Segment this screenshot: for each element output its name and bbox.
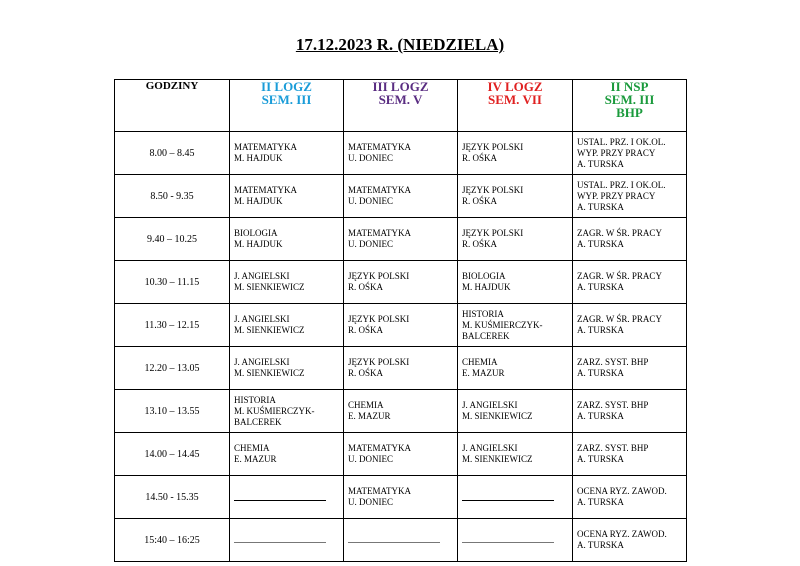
subject-name: JĘZYK POLSKI (462, 228, 524, 238)
teacher-name: A. TURSKA (577, 201, 624, 212)
time-slot: 11.30 – 12.15 (115, 304, 230, 347)
time-slot: 10.30 – 11.15 (115, 261, 230, 304)
teacher-name: M. SIENKIEWICZ (462, 411, 533, 421)
teacher-name: M. SIENKIEWICZ (462, 454, 533, 464)
subject-name: JĘZYK POLSKI (462, 185, 524, 195)
group-header-line: BHP (616, 105, 643, 120)
lesson-cell (230, 519, 344, 562)
group-header-line: SEM. VII (488, 92, 542, 107)
subject-name: JĘZYK POLSKI (348, 271, 410, 281)
subject-name: ZAGR. W ŚR. PRACY (577, 271, 662, 281)
lesson-cell (458, 175, 573, 218)
subject-name: ZARZ. SYST. BHP (577, 357, 649, 367)
lesson-cell (458, 433, 573, 476)
lesson-cell (344, 304, 458, 347)
group-header-line: II LOGZ (261, 79, 312, 94)
teacher-name: WYP. PRZY PRACY (577, 190, 656, 201)
subject-name: ZARZ. SYST. BHP (577, 443, 649, 453)
teacher-name: A. TURSKA (577, 497, 624, 507)
lesson-cell (573, 476, 687, 519)
table-row (115, 218, 687, 261)
group-header (458, 80, 573, 132)
lesson-cell (573, 347, 687, 390)
teacher-name: E. MAZUR (462, 368, 505, 378)
subject-name: MATEMATYKA (348, 228, 411, 238)
teacher-name: R. OŚKA (348, 325, 384, 335)
table-row (115, 347, 687, 390)
lesson-cell (573, 519, 687, 562)
lesson-cell (230, 304, 344, 347)
subject-name: OCENA RYZ. ZAWOD. (577, 486, 667, 496)
teacher-name: M. SIENKIEWICZ (234, 282, 305, 292)
table-row (115, 476, 687, 519)
lesson-cell (573, 218, 687, 261)
teacher-name: M. KUŚMIERCZYK- (234, 405, 315, 416)
teacher-name: E. MAZUR (234, 454, 277, 464)
subject-name: USTAL. PRZ. I OK.OL. (577, 136, 666, 147)
hours-header: GODZINY (115, 80, 230, 132)
lesson-cell (458, 347, 573, 390)
time-slot: 14.00 – 14.45 (115, 433, 230, 476)
table-row (115, 304, 687, 347)
subject-name: ZAGR. W ŚR. PRACY (577, 314, 662, 324)
teacher-name: A. TURSKA (577, 158, 624, 169)
subject-name: MATEMATYKA (348, 443, 411, 453)
empty-slot-line (462, 500, 554, 501)
subject-name: BIOLOGIA (234, 228, 278, 238)
lesson-cell (230, 390, 344, 433)
teacher-name: M. HAJDUK (462, 282, 511, 292)
subject-name: MATEMATYKA (348, 486, 411, 496)
time-slot: 9.40 – 10.25 (115, 218, 230, 261)
lesson-cell (344, 519, 458, 562)
page-title: 17.12.2023 R. (NIEDZIELA) (295, 35, 505, 54)
group-header-line: SEM. V (378, 92, 423, 107)
lesson-cell (458, 476, 573, 519)
subject-name: OCENA RYZ. ZAWOD. (577, 529, 667, 539)
empty-slot-line (234, 542, 326, 543)
subject-name: CHEMIA (348, 400, 384, 410)
subject-name: J. ANGIELSKI (234, 314, 290, 324)
teacher-name: M. SIENKIEWICZ (234, 368, 305, 378)
group-header-line: IV LOGZ (487, 79, 543, 94)
group-header (344, 80, 458, 132)
time-slot: 15:40 – 16:25 (115, 519, 230, 562)
subject-name: J. ANGIELSKI (462, 400, 518, 410)
lesson-cell (458, 519, 573, 562)
teacher-name: M. KUŚMIERCZYK- (462, 319, 543, 330)
lesson-cell (344, 390, 458, 433)
lesson-cell (344, 261, 458, 304)
lesson-cell (230, 261, 344, 304)
schedule-table (114, 79, 687, 562)
time-slot: 14.50 - 15.35 (115, 476, 230, 519)
table-row (115, 433, 687, 476)
header-row (115, 80, 687, 132)
group-header-line: II NSP (610, 79, 649, 94)
lesson-cell (573, 304, 687, 347)
teacher-name: R. OŚKA (348, 282, 384, 292)
teacher-name: M. SIENKIEWICZ (234, 325, 305, 335)
teacher-name: U. DONIEC (348, 454, 393, 464)
lesson-cell (230, 476, 344, 519)
teacher-name: A. TURSKA (577, 411, 624, 421)
subject-name: HISTORIA (462, 308, 504, 319)
lesson-cell (230, 132, 344, 175)
lesson-cell (344, 433, 458, 476)
teacher-name: R. OŚKA (462, 153, 498, 163)
subject-name: MATEMATYKA (234, 185, 297, 195)
lesson-cell (344, 175, 458, 218)
teacher-name: U. DONIEC (348, 497, 393, 507)
empty-slot-line (348, 542, 440, 543)
table-row (115, 132, 687, 175)
lesson-cell (344, 476, 458, 519)
time-slot: 8.50 - 9.35 (115, 175, 230, 218)
lesson-cell (458, 390, 573, 433)
table-row (115, 175, 687, 218)
lesson-cell (230, 433, 344, 476)
teacher-name: M. HAJDUK (234, 196, 283, 206)
teacher-name: WYP. PRZY PRACY (577, 147, 656, 158)
subject-name: J. ANGIELSKI (234, 357, 290, 367)
subject-name: ZAGR. W ŚR. PRACY (577, 228, 662, 238)
teacher-name: U. DONIEC (348, 153, 393, 163)
lesson-cell (344, 218, 458, 261)
lesson-cell (458, 218, 573, 261)
lesson-cell (230, 347, 344, 390)
lesson-cell (458, 304, 573, 347)
lesson-cell (573, 175, 687, 218)
teacher-name: BALCEREK (234, 416, 282, 427)
table-row (115, 519, 687, 562)
lesson-cell (230, 175, 344, 218)
teacher-name: R. OŚKA (462, 239, 498, 249)
subject-name: JĘZYK POLSKI (462, 142, 524, 152)
time-slot: 13.10 – 13.55 (115, 390, 230, 433)
teacher-name: M. HAJDUK (234, 153, 283, 163)
subject-name: ZARZ. SYST. BHP (577, 400, 649, 410)
group-header (230, 80, 344, 132)
lesson-cell (573, 132, 687, 175)
group-header (573, 80, 687, 132)
teacher-name: M. HAJDUK (234, 239, 283, 249)
subject-name: CHEMIA (234, 443, 270, 453)
teacher-name: A. TURSKA (577, 540, 624, 550)
lesson-cell (458, 261, 573, 304)
subject-name: MATEMATYKA (348, 185, 411, 195)
lesson-cell (573, 390, 687, 433)
subject-name: HISTORIA (234, 394, 276, 405)
empty-slot-line (462, 542, 554, 543)
subject-name: BIOLOGIA (462, 271, 506, 281)
teacher-name: A. TURSKA (577, 325, 624, 335)
teacher-name: A. TURSKA (577, 368, 624, 378)
teacher-name: A. TURSKA (577, 454, 624, 464)
teacher-name: A. TURSKA (577, 239, 624, 249)
lesson-cell (344, 347, 458, 390)
group-header-line: SEM. III (261, 92, 312, 107)
teacher-name: U. DONIEC (348, 239, 393, 249)
lesson-cell (573, 261, 687, 304)
lesson-cell (230, 218, 344, 261)
subject-name: JĘZYK POLSKI (348, 357, 410, 367)
subject-name: J. ANGIELSKI (234, 271, 290, 281)
subject-name: J. ANGIELSKI (462, 443, 518, 453)
group-header-line: SEM. III (604, 92, 655, 107)
lesson-cell (344, 132, 458, 175)
teacher-name: E. MAZUR (348, 411, 391, 421)
table-row (115, 261, 687, 304)
table-row (115, 390, 687, 433)
teacher-name: U. DONIEC (348, 196, 393, 206)
subject-name: USTAL. PRZ. I OK.OL. (577, 179, 666, 190)
teacher-name: R. OŚKA (462, 196, 498, 206)
empty-slot-line (234, 500, 326, 501)
time-slot: 12.20 – 13.05 (115, 347, 230, 390)
time-slot: 8.00 – 8.45 (115, 132, 230, 175)
lesson-cell (458, 132, 573, 175)
lesson-cell (573, 433, 687, 476)
teacher-name: BALCEREK (462, 330, 510, 341)
group-header-line: III LOGZ (372, 79, 429, 94)
subject-name: MATEMATYKA (234, 142, 297, 152)
teacher-name: R. OŚKA (348, 368, 384, 378)
subject-name: JĘZYK POLSKI (348, 314, 410, 324)
subject-name: MATEMATYKA (348, 142, 411, 152)
subject-name: CHEMIA (462, 357, 498, 367)
teacher-name: A. TURSKA (577, 282, 624, 292)
